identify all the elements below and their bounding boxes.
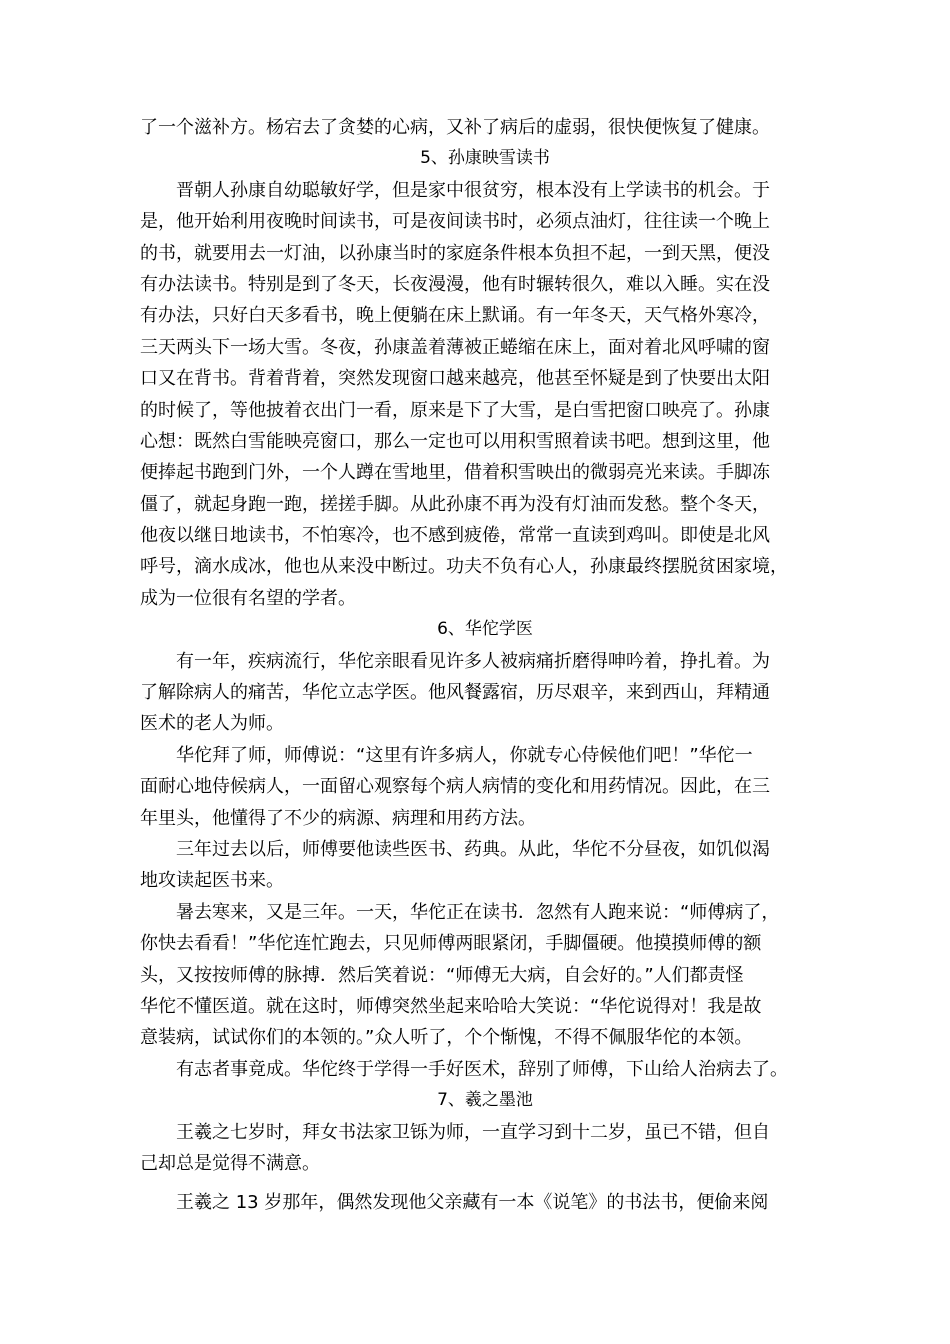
paragraph-line: 医术的老人为师。 bbox=[140, 713, 284, 735]
paragraph-line: 华佗不懂医道。就在这时，师傅突然坐起来哈哈大笑说：“华佗说得对！我是故 bbox=[140, 995, 762, 1017]
paragraph-line: 意装病，试试你们的本领的。”众人听了，个个惭愧，不得不佩服华佗的本领。 bbox=[140, 1027, 753, 1049]
paragraph bbox=[140, 646, 830, 740]
paragraph-line: 年里头，他懂得了不少的病源、病理和用药方法。 bbox=[140, 807, 536, 829]
paragraph bbox=[140, 834, 830, 897]
paragraph-line: 你快去看看！”华佗连忙跑去，只见师傅两眼紧闭，手脚僵硬。他摸摸师傅的额 bbox=[140, 933, 762, 955]
paragraph-line: 便捧起书跑到门外，一个人蹲在雪地里，借着积雪映出的微弱亮光来读。手脚冻 bbox=[140, 462, 770, 484]
paragraph-line: 三年过去以后，师傅要他读些医书、药典。从此，华佗不分昼夜，如饥似渴 bbox=[176, 838, 770, 860]
paragraph-line: 有办法，只好白天多看书，晚上便躺在床上默诵。有一年冬天，天气格外寒冷， bbox=[140, 305, 770, 327]
section-heading-5: 5、孙康映雪读书 bbox=[420, 148, 550, 169]
paragraph-line: 有志者事竟成。华佗终于学得一手好医术，辞别了师傅，下山给人治病去了。 bbox=[176, 1058, 788, 1080]
paragraph bbox=[140, 740, 830, 834]
section-heading-6: 6、华佗学医 bbox=[437, 619, 533, 640]
paragraph-line: 王羲之七岁时，拜女书法家卫铄为师，一直学习到十二岁，虽已不错，但自 bbox=[176, 1121, 770, 1143]
paragraph-line: 的书，就要用去一灯油，以孙康当时的家庭条件根本负担不起，一到天黑，便没 bbox=[140, 242, 770, 264]
paragraph-line: 有办法读书。特别是到了冬天，长夜漫漫，他有时辗转很久，难以入睡。实在没 bbox=[140, 273, 770, 295]
paragraph-line: 面耐心地侍候病人，一面留心观察每个病人病情的变化和用药情况。因此，在三 bbox=[140, 776, 770, 798]
paragraph-spacer bbox=[140, 1179, 830, 1187]
paragraph-line: 成为一位很有名望的学者。 bbox=[140, 587, 356, 609]
paragraph bbox=[140, 897, 830, 1054]
paragraph-line: 心想：既然白雪能映亮窗口，那么一定也可以用积雪照着读书吧。想到这里，他 bbox=[140, 430, 770, 452]
paragraph-line: 僵了，就起身跑一跑，搓搓手脚。从此孙康不再为没有灯油而发愁。整个冬天， bbox=[140, 493, 770, 515]
paragraph-line: 了解除病人的痛苦，华佗立志学医。他风餐露宿，历尽艰辛，来到西山，拜精通 bbox=[140, 682, 770, 704]
paragraph-line: 有一年，疾病流行，华佗亲眼看见许多人被病痛折磨得呻吟着，挣扎着。为 bbox=[176, 650, 770, 672]
paragraph-line: 头，又按按师傅的脉搏．然后笑着说：“师傅无大病，自会好的。”人们都责怪 bbox=[140, 964, 744, 986]
paragraph-line: 他夜以继日地读书，不怕寒冷，也不感到疲倦，常常一直读到鸡叫。即使是北风 bbox=[140, 525, 770, 547]
paragraph bbox=[140, 1054, 830, 1085]
paragraph bbox=[140, 1117, 830, 1180]
paragraph bbox=[140, 175, 830, 614]
paragraph-line: 华佗拜了师，师傅说：“这里有许多病人，你就专心侍候他们吧！”华佗一 bbox=[176, 744, 753, 766]
paragraph-line: 暑去寒来，又是三年。一天，华佗正在读书．忽然有人跑来说：“师傅病了， bbox=[176, 901, 780, 923]
paragraph-line: 了一个滋补方。杨宕去了贪婪的心病，又补了病后的虚弱，很快便恢复了健康。 bbox=[140, 117, 770, 138]
paragraph-line: 王羲之 13 岁那年，偶然发现他父亲藏有一本《说笔》的书法书，便偷来阅 bbox=[176, 1192, 769, 1214]
paragraph-line: 是，他开始利用夜晚时间读书，可是夜间读书时，必须点油灯，往往读一个晚上 bbox=[140, 211, 770, 233]
paragraph-line: 的时候了，等他披着衣出门一看，原来是下了大雪，是白雪把窗口映亮了。孙康 bbox=[140, 399, 770, 421]
section-heading-7: 7、羲之墨池 bbox=[437, 1090, 533, 1111]
paragraph-line: 口又在背书。背着背着，突然发现窗口越来越亮，他甚至怀疑是到了快要出太阳 bbox=[140, 368, 770, 390]
document-body bbox=[140, 112, 830, 1219]
paragraph-line: 地攻读起医书来。 bbox=[140, 870, 284, 892]
paragraph-line: 呼号，滴水成冰，他也从来没中断过。功夫不负有心人，孙康最终摆脱贫困家境， bbox=[140, 556, 788, 578]
paragraph-line: 晋朝人孙康自幼聪敏好学，但是家中很贫穷，根本没有上学读书的机会。于 bbox=[176, 179, 770, 201]
paragraph bbox=[140, 1187, 830, 1218]
paragraph-line: 三天两头下一场大雪。冬夜，孙康盖着薄被正蜷缩在床上，面对着北风呼啸的窗 bbox=[140, 336, 770, 358]
paragraph-line: 己却总是觉得不满意。 bbox=[140, 1152, 320, 1174]
